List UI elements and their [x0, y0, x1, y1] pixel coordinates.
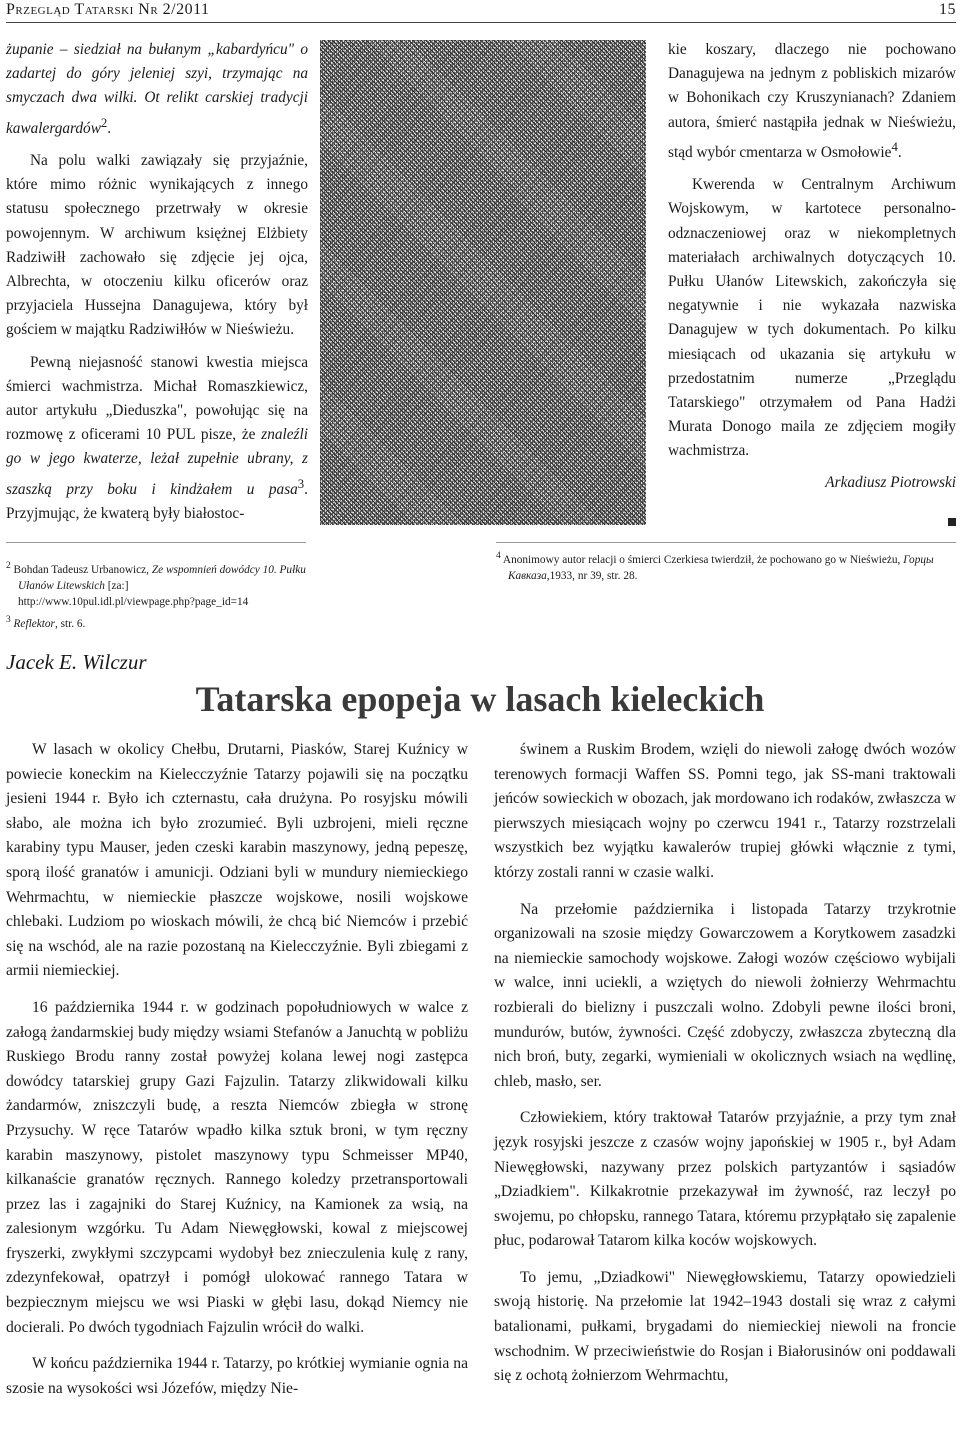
footnotes-right [496, 548, 956, 586]
footnote-separator [496, 542, 956, 543]
archival-photo [320, 40, 646, 525]
footnote: $^2$ Bohdan Tadeusz Urbanowicz, Ze wspomnień dowódcy 10. Pułku Ułanów Litewskich [za:] http://www.10pul.idl.pl/viewpage.php?page_id=14 [6, 561, 306, 608]
article-title: Tatarska epopeja w lasach kieleckich [195, 679, 765, 719]
paragraph: To jemu, „Dziadkowi" Niewęgłowskiemu, Tatarzy opowiedzieli swoją historię. Na przełomie lat 1942–1943 dostali się wraz z całymi batalionami, pułkami, brygadami do niemieckiej niewoli na froncie wschodnim. W przeciwieństwie do Rosjan i Białorusinów oni poddawali się z ochotą żołnierzom Wehrmachtu, [494, 1268, 956, 1385]
paragraph: Na przełomie października i listopada Tatarzy trzykrotnie organizowali na szosie między Gowarczowem a Korytkowem zasadzki na niemieckie samochody wojskowe. Załogi wozów częściowo wybijali w walce, inni uciekli, a wziętych do niewoli żołnierzy Wehrmachtu rozbierali do bielizny i puszczali wolno. Zdobyli pewne ilości broni, mundurów, butów, żywności. Część zdobyczy, zwłaszcza zbyteczną dla nich broń, buty, zegarki, wymieniali w okolicznych wsiach na wędlinę, chleb, masło, ser. [494, 900, 956, 1090]
paragraph: kie koszary, dlaczego nie pochowano Danagujewa na jednym z pobliskich mizarów w Bohonikach czy Kruszynianach? Zdaniem autora, śmierć nastąpiła jednak w Nieświeżu, stąd wybór cmentarza w Osmołowie$^4$. [668, 41, 956, 161]
paragraph: świnem a Ruskim Brodem, wzięli do niewoli załogę dwóch wozów terenowych formacji Waffen SS. Pomni tego, jak SS-mani traktowali jeńców sowieckich w obozach, jak mordowano ich rodaków, zwłaszcza w pierwszych miesiącach wojny po czerwcu 1941 r., Tatarzy rozstrzelali wszystkich bez wyjątku kawalerów trupiej główki włącznie z tymi, którzy zostali ranni w czasie walki. [494, 741, 956, 881]
article-author: Jacek E. Wilczur [6, 650, 147, 674]
signature: Arkadiusz Piotrowski [825, 473, 956, 491]
paragraph: Kwerenda w Centralnym Archiwum Wojskowym, w kartotece personalno-odznaczeniowej oraz w niekompletnych materiałach archiwalnych dotyczących 10. Pułku Ułanów Litewskich, zakończyła się negatywnie i nie wykazała nazwiska Danagujew w tych dokumentach. Po kilku miesiącach od ukazania się artykułu w przedostatnim numerze „Przeglądu Tatarskiego" otrzymałem od Pana Hadżi Murata Donogo maila ze zdjęciem mogiły wachmistrza. [668, 176, 956, 460]
paragraph: Pewną niejasność stanowi kwestia miejsca śmierci wachmistrza. Michał Romaszkiewicz, autor artykułu „Dieduszka", powołując się na rozmowę z oficerami 10 PUL pisze, że znaleźli go w jego kwaterze, leżał zupełnie ubrany, z szaszką przy boku i kindżałem u pasa$^3$. Przyjmując, że kwaterą były białostoc- [6, 353, 308, 522]
paragraph: Człowiekiem, który traktował Tatarów przyjaźnie, a przy tym znał język rosyjski jeszcze z czasów wojny japońskiej w 1905 r., był Adam Niewęgłowski, nazywany przez polskich partyzantów i sąsiadów „Dziadkiem". Kilkakrotnie przekazywał im żywność, raz leczył po swojemu, po chłopsku, rannego Tatara, któremu przypłątało się zapalenie płuc, podarował Tatarom kilka koców wojskowych. [494, 1109, 956, 1250]
top-right-column [668, 38, 956, 494]
paragraph: Na polu walki zawiązały się przyjaźnie, które mimo różnic wynikających z innego statusu społecznego przetrwały w okresie powojennym. W archiwum księżnej Elżbiety Radziwiłł zachowało się zdjęcie jej ojca, Albrechta, w otoczeniu kilku oficerów oraz przyjaciela Hussejna Danagujewa, który był gościem w majątku Radziwiłłów w Nieświeżu. [6, 151, 308, 339]
paragraph: żupanie – siedział na bułanym „kabardyńcu" o zadartej do góry jeleniej szyi, trzymając na smyczach dwa wilki. Ot relikt carskiej tradycji kawalergardów$^2$. [6, 41, 308, 137]
page-header [6, 0, 956, 23]
paragraph: W końcu października 1944 r. Tatarzy, po krótkiej wymianie ognia na szosie na wysokości wsi Józefów, między Nie- [6, 1355, 468, 1397]
paragraph: W lasach w okolicy Chełbu, Drutarni, Piasków, Starej Kuźnicy w powiecie koneckim na Kielecczyźnie Tatarzy pojawili się na początku jesieni 1944 r. Było ich czternastu, cała drużyna. Po rosyjsku mówili słabo, ale można ich było zrozumieć. Byli uzbrojeni, mieli ręczne karabiny typu Mauser, jeden czeski karabin maszynowy, jedną pepeszę, sporą ilość granatów i amunicji. Odziani byli w mundury niemieckiego Wehrmachtu, w niemieckie płaszcze wojskowe, nosili wojskowe chlebaki. Ludziom po wioskach mówili, że chcą bić Niemców i przebić się na wschód, ale na razie pozostaną na Kielecczyźnie. Byli zbiegami z armii niemieckiej. [6, 741, 468, 980]
article-right-column [494, 738, 956, 1401]
footnotes-left [6, 558, 306, 634]
page-number: 15 [939, 1, 956, 18]
footnote: $^3$ Reflektor, str. 6. [6, 614, 86, 630]
paragraph: 16 października 1944 r. w godzinach popołudniowych w walce z załogą żandarmskiej budy między wsiami Stefanów a Januchtą w pobliżu Ruskiego Brodu ranny został powyżej kolana lewej nogi zastępca dowódcy tatarskiej grupy Gazi Fajzulin. Tatarzy zlikwidowali kilku żandarmów, zniszczyli budę, a reszta Niemców zbiegła w stronę Przysuchy. W ręce Tatarów wpadło kilka sztuk broni, w tym ręczny karabin maszynowy, pistolet maszynowy typu Schmeisser MP40, kilkanaście granatów ręcznych. Rannego koledzy przetransportowali przez las i zagajniki do Starej Kuźnicy, na Kamionek za wsią, na zalesionym wzgórku. Tu Adam Niewęgłowski, kowal z miejscowej fryszerki, zwykłymi szczypcami wydobył bez znieczulenia kulę z rany, zdezynfekował, opatrzył i pomógł ulokować rannego Tatara w bezpiecznym miejscu we wsi Piaski w głębi lasu, dokąd Niemcy nie docierali. Po dwóch tygodniach Fajzulin wrócił do walki. [6, 998, 468, 1336]
top-left-column [6, 38, 308, 534]
footnote: $^4$ Anonimowy autor relacji o śmierci Czerkiesa twierdził, że pochowano go w Nieświeżu, Горцы Кавказа,1933, nr 39, str. 28. [496, 551, 934, 582]
end-mark [948, 518, 956, 526]
journal-title: Przegląd Tatarski Nr 2/2011 [6, 1, 210, 18]
article-left-column [6, 738, 468, 1413]
footnote-separator [6, 542, 306, 543]
